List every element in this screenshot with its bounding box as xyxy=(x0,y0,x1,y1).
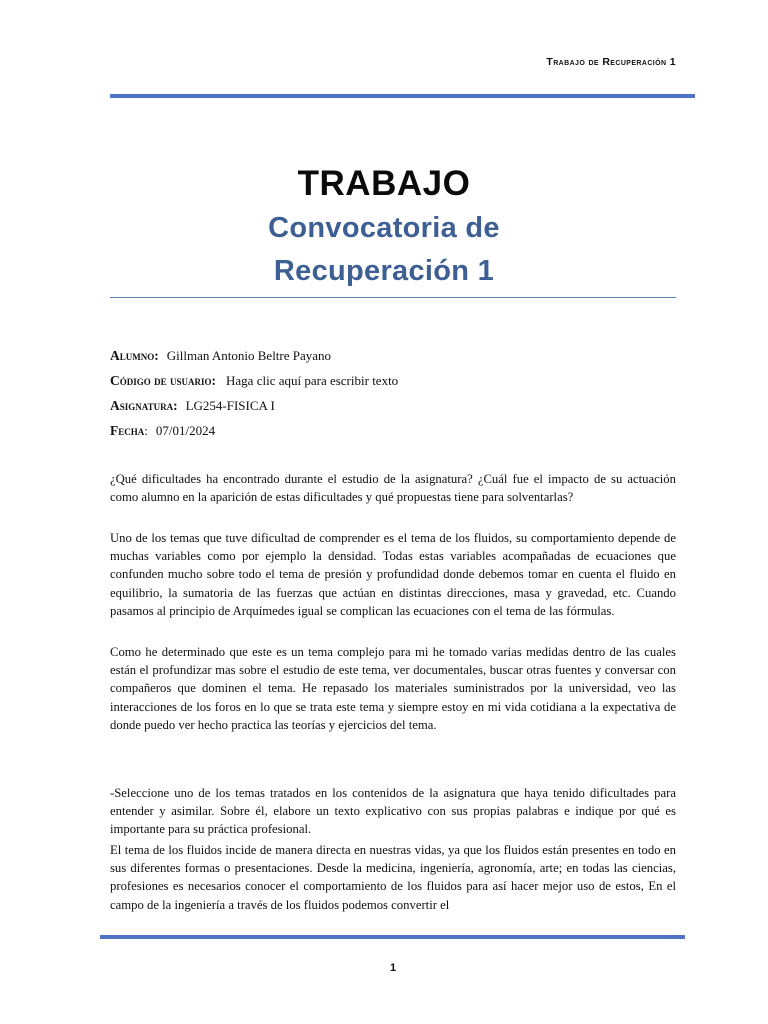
user-code-placeholder[interactable]: Haga clic aquí para escribir texto xyxy=(226,373,399,388)
subject-row xyxy=(110,398,275,414)
question-paragraph-2: -Seleccione uno de los temas tratados en los contenidos de la asignatura que haya tenido dificultades para entender y asimilar. Sobre él, elabore un texto explicativo con sus propias palabras e indique por qué es importante para su práctica profesional. xyxy=(110,786,676,837)
title-rule xyxy=(110,297,676,298)
header-rule xyxy=(110,94,695,98)
answer-paragraph-3: El tema de los fluidos incide de manera directa en nuestras vidas, ya que los fluidos están presentes en todo en sus diferentes formas o presentaciones. Desde la medicina, ingeniería, agronomía, arte; en todas las ciencias, profesiones es necesarios conocer el comportamiento de los fluidos para así hacer mejor uso de estos, En el campo de la ingeniería a través de los fluidos podemos convertir el xyxy=(110,843,676,912)
page-number: 1 xyxy=(389,962,397,974)
answer-paragraph-1: Uno de los temas que tuve dificultad de comprender es el tema de los fluidos, su comportamiento depende de muchas variables como por ejemplo la densidad. Todas estas variables acompañadas de ecuaciones que confunden mucho sobre todo el tema de presión y profundidad donde debemos tomar en cuenta el fluido en equilibrio, la sumatoria de las fuerzas que actúan en distintas direcciones, masa y gravedad, etc. Cuando pasamos al principio de Arquímedes igual se complican las ecuaciones con el tema de las fórmulas. xyxy=(110,531,676,618)
student-value: Gillman Antonio Beltre Payano xyxy=(166,348,332,363)
student-row xyxy=(110,348,331,364)
subject-value: LG254-FISICA I xyxy=(185,398,275,413)
user-code-label: Código de usuario: xyxy=(110,373,217,388)
date-colon: : xyxy=(144,423,148,438)
user-code-row xyxy=(110,373,398,389)
document-title: TRABAJO xyxy=(297,164,471,203)
running-header: Trabajo de Recuperación 1 xyxy=(546,56,676,68)
date-row xyxy=(110,423,215,439)
date-value[interactable]: 07/01/2024 xyxy=(155,423,216,438)
document-subtitle-line2: Recuperación 1 xyxy=(273,255,495,287)
footer-rule xyxy=(100,935,685,939)
subject-label: Asignatura: xyxy=(110,398,178,413)
student-label: Alumno: xyxy=(110,348,159,363)
answer-paragraph-2: Como he determinado que este es un tema complejo para mi he tomado varias medidas dentro de las cuales están el profundizar mas sobre el estudio de este tema, ver documentales, buscar otras fuentes y conversar con compañeros que dominen el tema. He repasado los materiales suministrados por la universidad, veo las interacciones de los foros en lo que se trata este tema y siempre estoy en mi vida cotidiana a la expectativa de donde puedo ver hecho practica las teorías y ejercicios del tema. xyxy=(110,645,676,732)
question-paragraph-1: ¿Qué dificultades ha encontrado durante el estudio de la asignatura? ¿Cuál fue el impacto de su actuación como alumno en la aparición de estas dificultades y qué propuestas tiene para solventarlas? xyxy=(110,472,676,505)
date-label: Fecha xyxy=(110,423,145,438)
document-subtitle-line1: Convocatoria de xyxy=(268,212,500,244)
